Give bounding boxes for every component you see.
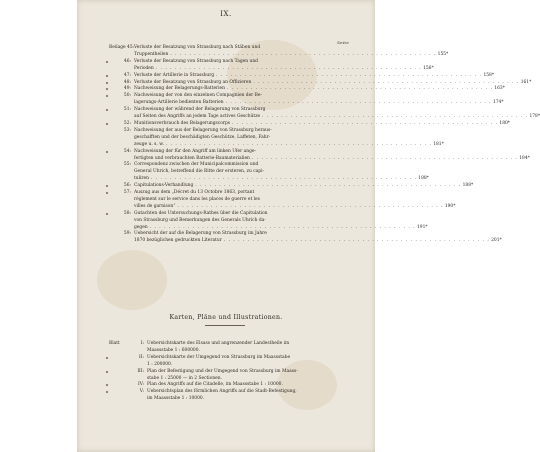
toc-entry-page: 190* xyxy=(444,203,456,209)
toc-entry-text: villes de garnison“ xyxy=(134,203,176,209)
margin-dot-icon xyxy=(106,371,108,373)
plate-text: Uebersichtskarte des Elsass und angrenzender Landestheile im xyxy=(147,341,290,346)
toc-entry-page: 155* xyxy=(437,51,449,57)
plate-entry xyxy=(109,369,349,383)
plate-label: I: xyxy=(140,341,144,346)
toc-entry-page: 201* xyxy=(491,238,502,244)
plate-label: II: xyxy=(139,354,144,360)
margin-dot-icon xyxy=(106,88,108,90)
margin-dot-icon xyxy=(106,192,108,194)
section-title: Karten, Pläne und Illustrationen. xyxy=(169,314,283,321)
dot-leader xyxy=(149,176,417,183)
toc-entry xyxy=(109,127,444,149)
toc-entry xyxy=(109,86,505,93)
toc-entry-page: 191* xyxy=(417,224,428,230)
toc-entry-text: Verluste der Besatzung von Strassburg nach Stäben und xyxy=(134,45,261,50)
toc-entry xyxy=(109,162,429,183)
toc-entry-page: 174* xyxy=(492,100,504,106)
plate-text: Plan des Angriffs auf die Citadelle, im Maassstabe 1 : 10000. xyxy=(147,382,283,388)
toc-entry-label: 46: xyxy=(123,58,131,64)
dot-leader xyxy=(251,80,519,87)
plate-entry xyxy=(109,389,349,403)
toc-entry xyxy=(109,58,434,73)
margin-dot-icon xyxy=(106,75,108,77)
dot-leader xyxy=(148,225,416,232)
dot-leader xyxy=(250,156,518,163)
toc-entry-page: 188* xyxy=(462,183,474,189)
dot-leader xyxy=(164,142,432,149)
seite-column-heading: Seite xyxy=(337,40,349,45)
toc-list xyxy=(109,45,540,245)
toc-entry-text: Capitulations-Verhandlung xyxy=(134,183,194,189)
plate-entry xyxy=(109,382,349,389)
toc-entry-text: geschafften und der beschädigten Geschütze, Laffeten, Fahr- xyxy=(134,134,271,140)
toc-entry-text: Nachweisung der für den Angriff am linken Ufer ange- xyxy=(134,148,256,154)
toc-entry-text: auf Seiten des Angriffs an jedem Tage actives Geschütze xyxy=(134,114,261,120)
dot-leader xyxy=(230,121,498,128)
toc-entry xyxy=(109,183,474,190)
toc-entry-text: von Strassburg und Bemerkungen des Generals Uhrich da- xyxy=(134,217,266,223)
margin-dot-icon xyxy=(106,123,108,125)
toc-entry xyxy=(109,72,495,80)
toc-entry-label: 49: xyxy=(123,86,131,92)
toc-entry-text: Uebersicht der auf die Belagerung von Strassburg im Jahre xyxy=(134,231,267,237)
plate-text: 1 : 200000. xyxy=(147,361,173,367)
toc-entry xyxy=(109,120,510,128)
toc-entry-page: 163* xyxy=(494,86,505,92)
dot-leader xyxy=(222,238,490,245)
margin-dot-icon xyxy=(106,95,108,97)
dot-leader xyxy=(260,114,528,121)
toc-entry xyxy=(109,79,532,87)
toc-entry xyxy=(109,93,504,107)
toc-entry-text: Gutachten des Untersuchungs-Rathes über die Capitulation xyxy=(134,210,268,216)
plate-entry xyxy=(109,355,349,369)
paper-stain xyxy=(97,250,167,310)
toc-entry-text: Nachweisung der während der Belagerung von Strassburg xyxy=(134,107,266,113)
plate-label: IV: xyxy=(138,382,144,388)
toc-entry-page: 158* xyxy=(483,72,495,78)
toc-entry-text: Nachweisung der von den einzelnen Compagnien der Be- xyxy=(134,93,262,99)
toc-entry-text: Auszug aus dem „Décret du 13 Octobre 1863, portant xyxy=(134,190,255,196)
toc-entry-label: 55: xyxy=(123,162,131,168)
toc-entry-page: 156* xyxy=(423,65,434,71)
dot-leader xyxy=(168,52,436,59)
plate-text: Uebersichtskarte der Umgegend von Strassburg im Maassstabe xyxy=(147,354,291,360)
toc-entry xyxy=(109,190,456,211)
toc-entry-label: Beilage 45: xyxy=(109,45,135,50)
toc-entry xyxy=(109,148,530,163)
margin-dot-icon xyxy=(106,185,108,187)
dot-leader xyxy=(224,100,492,107)
toc-entry-label: 54: xyxy=(123,148,131,154)
plate-text: stabe 1 : 25000 — in 2 Sectionen. xyxy=(147,375,222,381)
margin-dot-icon xyxy=(106,109,108,111)
margin-dot-icon xyxy=(106,151,108,153)
toc-entry-text: tuliren xyxy=(134,176,149,182)
page-number: IX. xyxy=(220,10,232,18)
toc-entry-text: Munitionsverbrauch des Belagerungscorps xyxy=(134,120,231,126)
toc-entry xyxy=(109,107,540,121)
toc-entry-page: 184* xyxy=(519,155,530,161)
margin-dot-icon xyxy=(106,384,108,386)
toc-entry-page: 180* xyxy=(499,120,510,126)
plate-text: Plan der Befestigung und der Umgegend von Strassburg im Maass- xyxy=(147,368,298,374)
toc-entry-page: 181* xyxy=(433,141,444,147)
toc-entry-label: 59: xyxy=(123,231,131,237)
toc-entry-text: Nachweisung der aus der Belagerung von Strassburg heraus- xyxy=(134,127,272,133)
toc-entry-text: Verluste der Artillerie in Strassburg xyxy=(134,72,215,78)
toc-entry-text: zeuge u. s. w. xyxy=(134,141,164,147)
toc-entry-label: 53: xyxy=(123,127,131,133)
blatt-label: Blatt xyxy=(109,341,120,346)
toc-entry xyxy=(109,45,449,59)
toc-entry-text: General Uhrich, betreffend die Bitte der ersteren, zu capi- xyxy=(134,169,264,175)
toc-entry-text: Nachweisung der Belagerungs-Batterien xyxy=(134,86,225,92)
toc-entry-label: 58: xyxy=(123,210,131,216)
dot-leader xyxy=(154,66,422,73)
toc-entry xyxy=(109,231,502,245)
plate-text: Uebersichtsplan des förmlichen Angriffs auf die Stadt-Befestigung, xyxy=(147,389,297,395)
toc-entry-label: 51: xyxy=(123,107,131,113)
dot-leader xyxy=(214,73,482,80)
book-page xyxy=(77,0,540,452)
toc-entry-label: 48: xyxy=(123,79,131,85)
toc-entry-label: 50: xyxy=(123,93,131,99)
plates-list xyxy=(109,341,349,403)
toc-entry-text: Verluste der Besatzung von Strassburg an Offizieren xyxy=(134,79,252,85)
toc-entry-text: Truppentheilen xyxy=(134,51,169,57)
toc-entry-text: Correspondenz zwischen der Municipalcommission und xyxy=(134,162,259,168)
toc-entry xyxy=(109,210,428,232)
dot-leader xyxy=(175,204,443,211)
toc-entry-text: Verluste der Besatzung von Strassburg nach Tagen und xyxy=(134,58,258,64)
plate-label: III: xyxy=(137,368,144,374)
plate-entry xyxy=(109,341,349,355)
plate-text: im Maassstabe 1 : 10000. xyxy=(147,396,205,402)
margin-dot-icon xyxy=(106,391,108,393)
toc-entry-page: 178* xyxy=(529,114,540,120)
dot-leader xyxy=(225,86,493,93)
margin-dot-icon xyxy=(106,82,108,84)
margin-dot-icon xyxy=(106,357,108,359)
toc-entry-text: fertigten und verbrauchten Batterie-Baumaterialien xyxy=(134,155,250,161)
toc-entry-label: 57: xyxy=(123,190,131,196)
plate-label: V: xyxy=(139,389,144,395)
toc-entry-text: réglement sur le service dans les places de guerre et les xyxy=(134,196,260,202)
dot-leader xyxy=(193,183,461,190)
toc-entry-text: gegen xyxy=(134,224,148,230)
title-rule xyxy=(205,325,245,326)
margin-dot-icon xyxy=(106,61,108,63)
toc-entry-text: Perioden xyxy=(134,65,154,71)
toc-entry-label: 47: xyxy=(123,72,131,78)
toc-entry-text: lagerungs-Artillerie bedienten Batterien xyxy=(134,100,224,106)
margin-dot-icon xyxy=(106,213,108,215)
plate-text: Maassstabe 1 : 600000. xyxy=(147,347,200,353)
toc-entry-page: 161* xyxy=(520,79,532,85)
toc-entry-page: 188* xyxy=(418,176,429,182)
toc-entry-label: 52: xyxy=(123,120,131,126)
toc-entry-text: 1870 bezüglichen gedruckten Literatur xyxy=(134,238,222,244)
toc-entry-label: 56: xyxy=(123,183,131,189)
